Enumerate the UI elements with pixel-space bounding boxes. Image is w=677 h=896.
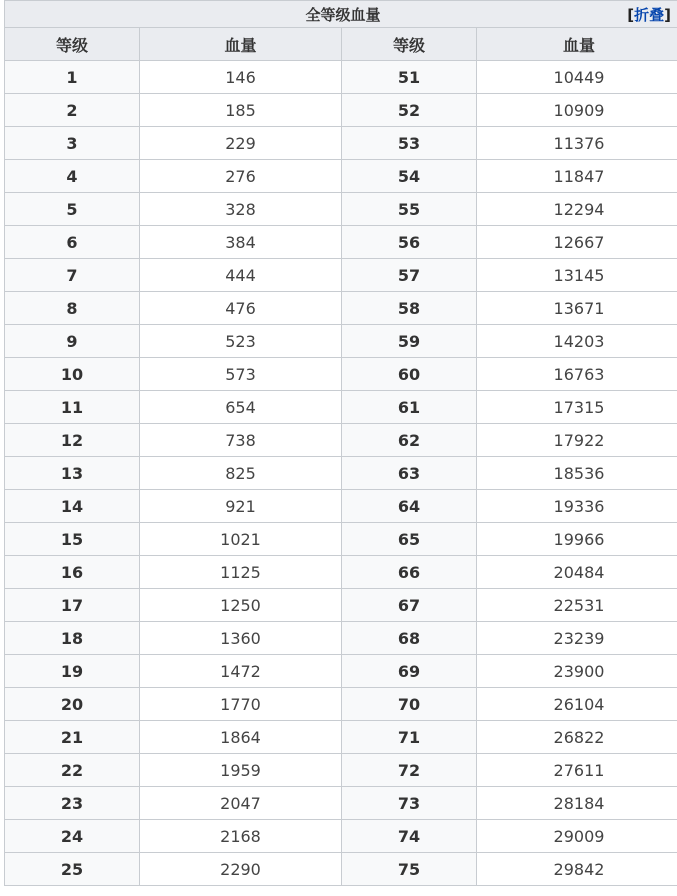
level-cell: 61 — [342, 391, 477, 424]
hp-cell: 10449 — [477, 61, 677, 94]
level-cell: 55 — [342, 193, 477, 226]
hp-cell: 1864 — [140, 721, 342, 754]
hp-cell: 444 — [140, 259, 342, 292]
table-title-row — [5, 1, 677, 28]
level-cell: 53 — [342, 127, 477, 160]
table-row — [5, 391, 677, 424]
level-cell: 70 — [342, 688, 477, 721]
hp-cell: 738 — [140, 424, 342, 457]
hp-cell: 523 — [140, 325, 342, 358]
hp-cell: 20484 — [477, 556, 677, 589]
level-cell: 21 — [5, 721, 140, 754]
level-cell: 7 — [5, 259, 140, 292]
column-header-row — [5, 28, 677, 61]
level-cell: 56 — [342, 226, 477, 259]
level-cell: 22 — [5, 754, 140, 787]
table-row — [5, 292, 677, 325]
table-row — [5, 622, 677, 655]
hp-cell: 17922 — [477, 424, 677, 457]
hp-cell: 2047 — [140, 787, 342, 820]
level-cell: 74 — [342, 820, 477, 853]
table-row — [5, 325, 677, 358]
level-cell: 11 — [5, 391, 140, 424]
hp-cell: 1472 — [140, 655, 342, 688]
level-cell: 3 — [5, 127, 140, 160]
table-row — [5, 61, 677, 94]
hp-cell: 1125 — [140, 556, 342, 589]
hp-cell: 26104 — [477, 688, 677, 721]
level-cell: 60 — [342, 358, 477, 391]
table-row — [5, 358, 677, 391]
level-cell: 8 — [5, 292, 140, 325]
table-title: 全等级血量 — [305, 5, 381, 24]
hp-cell: 12294 — [477, 193, 677, 226]
hp-cell: 13671 — [477, 292, 677, 325]
table-row — [5, 589, 677, 622]
hp-cell: 276 — [140, 160, 342, 193]
hp-cell: 654 — [140, 391, 342, 424]
table-body — [5, 61, 677, 886]
level-cell: 59 — [342, 325, 477, 358]
header-hp-1: 血量 — [140, 28, 342, 61]
table-row — [5, 754, 677, 787]
hp-cell: 19966 — [477, 523, 677, 556]
hp-cell: 22531 — [477, 589, 677, 622]
table-row — [5, 424, 677, 457]
table-row — [5, 259, 677, 292]
hp-cell: 29842 — [477, 853, 677, 886]
hp-cell: 1360 — [140, 622, 342, 655]
hp-cell: 229 — [140, 127, 342, 160]
level-cell: 64 — [342, 490, 477, 523]
level-cell: 2 — [5, 94, 140, 127]
level-cell: 62 — [342, 424, 477, 457]
hp-cell: 328 — [140, 193, 342, 226]
hp-cell: 1770 — [140, 688, 342, 721]
collapse-link[interactable]: 折叠 — [634, 6, 665, 24]
hp-cell: 11847 — [477, 160, 677, 193]
level-cell: 69 — [342, 655, 477, 688]
level-cell: 10 — [5, 358, 140, 391]
level-cell: 19 — [5, 655, 140, 688]
level-cell: 57 — [342, 259, 477, 292]
collapse-toggle — [627, 4, 671, 25]
table-row — [5, 721, 677, 754]
level-cell: 75 — [342, 853, 477, 886]
hp-cell: 29009 — [477, 820, 677, 853]
hp-cell: 14203 — [477, 325, 677, 358]
level-cell: 6 — [5, 226, 140, 259]
level-cell: 24 — [5, 820, 140, 853]
hp-cell: 26822 — [477, 721, 677, 754]
table-row — [5, 556, 677, 589]
header-level-1: 等级 — [5, 28, 140, 61]
table-row — [5, 490, 677, 523]
level-cell: 71 — [342, 721, 477, 754]
header-hp-2: 血量 — [477, 28, 677, 61]
hp-cell: 384 — [140, 226, 342, 259]
hp-cell: 10909 — [477, 94, 677, 127]
table-row — [5, 820, 677, 853]
hp-cell: 16763 — [477, 358, 677, 391]
hp-cell: 17315 — [477, 391, 677, 424]
level-cell: 25 — [5, 853, 140, 886]
hp-cell: 476 — [140, 292, 342, 325]
level-cell: 5 — [5, 193, 140, 226]
level-cell: 58 — [342, 292, 477, 325]
level-cell: 51 — [342, 61, 477, 94]
level-cell: 67 — [342, 589, 477, 622]
level-cell: 73 — [342, 787, 477, 820]
table-title-cell — [5, 1, 677, 28]
hp-cell: 23239 — [477, 622, 677, 655]
hp-cell: 2168 — [140, 820, 342, 853]
table-row — [5, 787, 677, 820]
level-cell: 65 — [342, 523, 477, 556]
table-row — [5, 127, 677, 160]
hp-cell: 146 — [140, 61, 342, 94]
level-cell: 18 — [5, 622, 140, 655]
hp-cell: 23900 — [477, 655, 677, 688]
level-cell: 13 — [5, 457, 140, 490]
hp-table-container — [4, 0, 677, 886]
hp-cell: 825 — [140, 457, 342, 490]
level-cell: 23 — [5, 787, 140, 820]
toggle-bracket-close: ] — [664, 6, 672, 24]
level-cell: 20 — [5, 688, 140, 721]
level-cell: 66 — [342, 556, 477, 589]
level-cell: 17 — [5, 589, 140, 622]
hp-cell: 18536 — [477, 457, 677, 490]
toggle-bracket-open: [ — [627, 6, 635, 24]
level-cell: 68 — [342, 622, 477, 655]
table-row — [5, 457, 677, 490]
hp-cell: 1959 — [140, 754, 342, 787]
header-level-2: 等级 — [342, 28, 477, 61]
level-cell: 72 — [342, 754, 477, 787]
level-cell: 52 — [342, 94, 477, 127]
level-cell: 12 — [5, 424, 140, 457]
hp-cell: 573 — [140, 358, 342, 391]
level-cell: 16 — [5, 556, 140, 589]
level-cell: 54 — [342, 160, 477, 193]
hp-cell: 19336 — [477, 490, 677, 523]
hp-cell: 1250 — [140, 589, 342, 622]
table-row — [5, 523, 677, 556]
hp-cell: 2290 — [140, 853, 342, 886]
hp-cell: 12667 — [477, 226, 677, 259]
level-cell: 4 — [5, 160, 140, 193]
level-cell: 14 — [5, 490, 140, 523]
table-row — [5, 688, 677, 721]
hp-cell: 13145 — [477, 259, 677, 292]
hp-cell: 27611 — [477, 754, 677, 787]
table-row — [5, 160, 677, 193]
table-row — [5, 193, 677, 226]
table-row — [5, 655, 677, 688]
hp-cell: 185 — [140, 94, 342, 127]
table-row — [5, 94, 677, 127]
table-row — [5, 853, 677, 886]
level-cell: 63 — [342, 457, 477, 490]
level-cell: 1 — [5, 61, 140, 94]
hp-cell: 921 — [140, 490, 342, 523]
level-cell: 9 — [5, 325, 140, 358]
hp-table — [4, 0, 677, 886]
hp-cell: 1021 — [140, 523, 342, 556]
hp-cell: 11376 — [477, 127, 677, 160]
table-row — [5, 226, 677, 259]
level-cell: 15 — [5, 523, 140, 556]
hp-cell: 28184 — [477, 787, 677, 820]
